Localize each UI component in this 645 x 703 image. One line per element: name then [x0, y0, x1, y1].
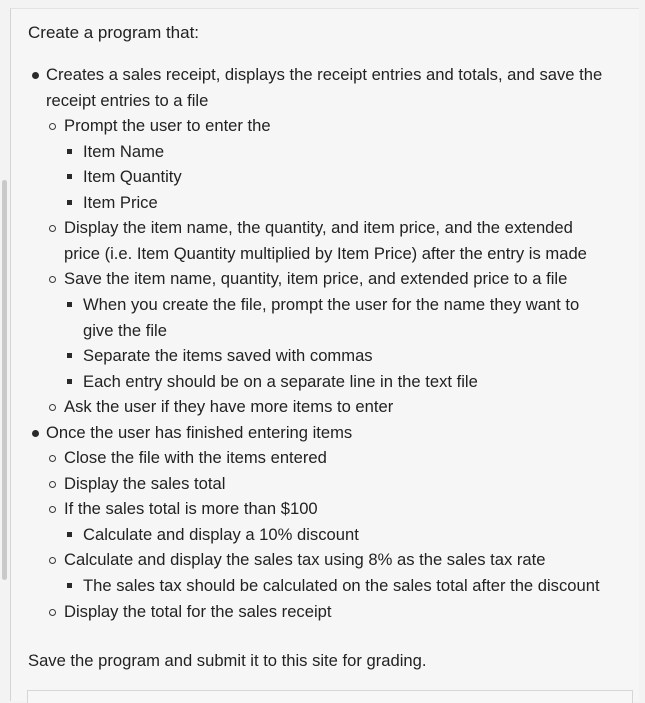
list-item-text: Each entry should be on a separate line in the text file — [83, 371, 478, 391]
list-item-text: Calculate and display a 10% discount — [83, 524, 359, 544]
list-item-text: Item Name — [83, 141, 165, 161]
bullet-square-icon — [67, 583, 72, 588]
list-item-text: Display the sales total — [64, 473, 226, 493]
question-title: Create a program that: — [28, 23, 200, 42]
bullet-square-icon — [67, 200, 72, 205]
list-item-text: receipt entries to a file — [46, 90, 209, 110]
list-item-text: Once the user has finished entering items — [46, 422, 353, 442]
list-item-text: When you create the file, prompt the user for the name they want to — [83, 294, 580, 314]
list-item-text: Item Price — [83, 192, 158, 212]
list-item-text: Display the item name, the quantity, and item price, and the extended — [64, 218, 573, 238]
list-item-text: Save the item name, quantity, item price, and extended price to a file — [64, 269, 568, 289]
list-item-text: Separate the items saved with commas — [83, 346, 373, 366]
scrollbar[interactable] — [2, 180, 7, 580]
list-item-text: Ask the user if they have more items to enter — [64, 397, 394, 417]
list-item-text: price (i.e. Item Quantity multiplied by Item Price) after the entry is made — [64, 243, 587, 263]
bullet-disc-icon — [32, 72, 39, 79]
bullet-square-icon — [67, 174, 72, 179]
list-item-text: Item Quantity — [83, 167, 182, 187]
list-item-text: If the sales total is more than $100 — [64, 499, 318, 519]
bullet-square-icon — [67, 149, 72, 154]
bullet-circle-icon — [49, 481, 56, 488]
list-item-text: Prompt the user to enter the — [64, 116, 271, 136]
submission-note: Save the program and submit it to this site for grading. — [28, 651, 427, 670]
bullet-circle-icon — [49, 609, 56, 616]
bullet-disc-icon — [32, 430, 39, 437]
list-item-text: give the file — [83, 320, 167, 340]
list-item-text: Creates a sales receipt, displays the receipt entries and totals, and save the — [46, 65, 603, 84]
bullet-square-icon — [67, 532, 72, 537]
list-item-text: The sales tax should be calculated on the sales total after the discount — [83, 576, 600, 595]
bullet-square-icon — [67, 302, 72, 307]
bullet-square-icon — [67, 379, 72, 384]
answer-box[interactable] — [27, 690, 633, 703]
list-item-text: Close the file with the items entered — [64, 448, 327, 468]
bullet-square-icon — [67, 353, 72, 358]
list-item-text: Calculate and display the sales tax using 8% as the sales tax rate — [64, 550, 546, 570]
list-item-text: Display the total for the sales receipt — [64, 601, 332, 621]
